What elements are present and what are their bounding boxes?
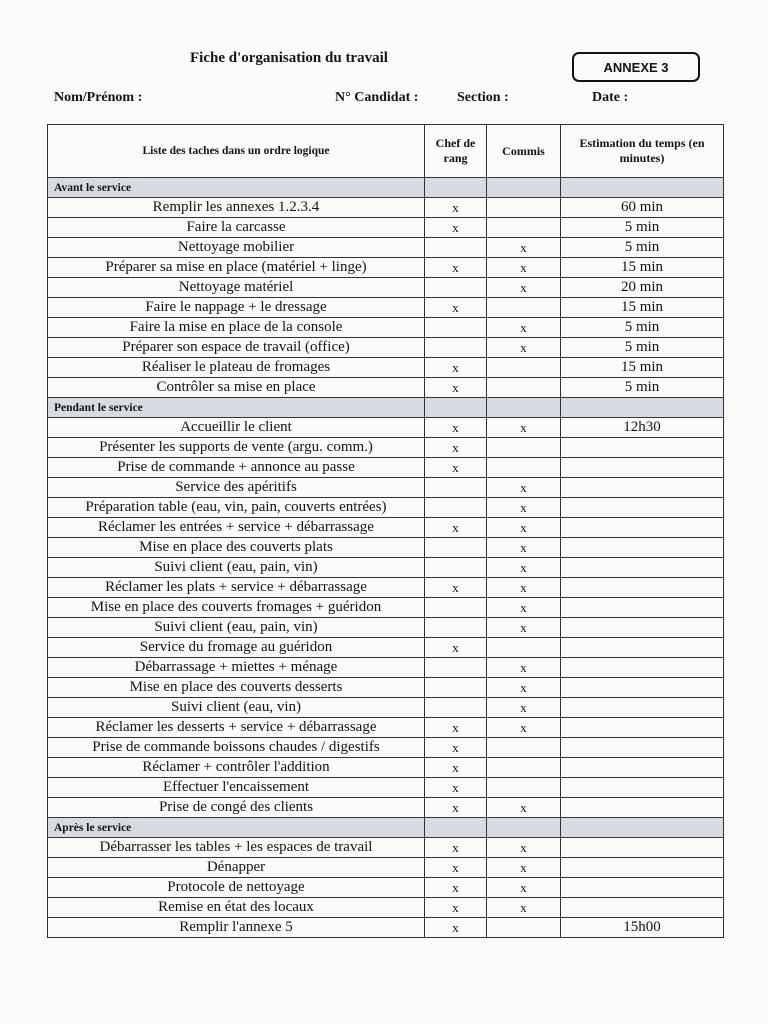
task-cell: Faire la carcasse — [48, 218, 425, 238]
task-cell: Prise de commande boissons chaudes / digestifs — [48, 738, 425, 758]
time-estimate-cell — [561, 798, 724, 818]
chef-de-rang-cell — [425, 558, 487, 578]
chef-de-rang-cell — [425, 598, 487, 618]
table-row — [48, 258, 724, 278]
commis-cell: x — [487, 518, 561, 538]
table-row — [48, 578, 724, 598]
commis-cell — [487, 738, 561, 758]
time-estimate-cell — [561, 538, 724, 558]
section-title: Après le service — [48, 818, 425, 838]
commis-cell: x — [487, 658, 561, 678]
table-row — [48, 318, 724, 338]
table-row — [48, 898, 724, 918]
task-cell: Dénapper — [48, 858, 425, 878]
table-row — [48, 478, 724, 498]
time-estimate-cell: 12h30 — [561, 418, 724, 438]
section-empty-cell — [487, 818, 561, 838]
time-estimate-cell: 5 min — [561, 218, 724, 238]
task-cell: Contrôler sa mise en place — [48, 378, 425, 398]
commis-cell: x — [487, 598, 561, 618]
col-header-chef: Chef de rang — [425, 125, 487, 178]
commis-cell: x — [487, 678, 561, 698]
time-estimate-cell — [561, 478, 724, 498]
task-table — [47, 124, 724, 938]
section-empty-cell — [425, 818, 487, 838]
time-estimate-cell — [561, 438, 724, 458]
time-estimate-cell — [561, 858, 724, 878]
task-cell: Prise de commande + annonce au passe — [48, 458, 425, 478]
chef-de-rang-cell: x — [425, 898, 487, 918]
commis-cell: x — [487, 318, 561, 338]
task-cell: Réaliser le plateau de fromages — [48, 358, 425, 378]
time-estimate-cell: 15 min — [561, 298, 724, 318]
time-estimate-cell: 15 min — [561, 258, 724, 278]
commis-cell: x — [487, 798, 561, 818]
task-cell: Réclamer + contrôler l'addition — [48, 758, 425, 778]
time-estimate-cell — [561, 558, 724, 578]
task-cell: Mise en place des couverts plats — [48, 538, 425, 558]
table-row — [48, 698, 724, 718]
time-estimate-cell: 5 min — [561, 338, 724, 358]
col-header-time: Estimation du temps (en minutes) — [561, 125, 724, 178]
chef-de-rang-cell — [425, 698, 487, 718]
chef-de-rang-cell — [425, 538, 487, 558]
task-cell: Mise en place des couverts fromages + guéridon — [48, 598, 425, 618]
time-estimate-cell: 5 min — [561, 378, 724, 398]
section-header-row — [48, 398, 724, 418]
task-cell: Préparer son espace de travail (office) — [48, 338, 425, 358]
table-row — [48, 838, 724, 858]
section-empty-cell — [561, 818, 724, 838]
nom-prenom-label: Nom/Prénom : — [54, 90, 143, 105]
task-cell: Remplir les annexes 1.2.3.4 — [48, 198, 425, 218]
commis-cell — [487, 758, 561, 778]
time-estimate-cell — [561, 738, 724, 758]
time-estimate-cell — [561, 698, 724, 718]
chef-de-rang-cell: x — [425, 518, 487, 538]
chef-de-rang-cell: x — [425, 258, 487, 278]
table-row — [48, 718, 724, 738]
table-header-row — [48, 125, 724, 178]
task-cell: Service des apéritifs — [48, 478, 425, 498]
time-estimate-cell — [561, 878, 724, 898]
time-estimate-cell — [561, 718, 724, 738]
task-cell: Service du fromage au guéridon — [48, 638, 425, 658]
chef-de-rang-cell: x — [425, 578, 487, 598]
table-row — [48, 738, 724, 758]
date-label: Date : — [592, 90, 629, 105]
task-cell: Accueillir le client — [48, 418, 425, 438]
time-estimate-cell: 15h00 — [561, 918, 724, 938]
chef-de-rang-cell — [425, 238, 487, 258]
section-title: Pendant le service — [48, 398, 425, 418]
chef-de-rang-cell — [425, 318, 487, 338]
time-estimate-cell — [561, 678, 724, 698]
commis-cell: x — [487, 418, 561, 438]
section-empty-cell — [561, 398, 724, 418]
commis-cell — [487, 638, 561, 658]
commis-cell: x — [487, 278, 561, 298]
commis-cell — [487, 778, 561, 798]
chef-de-rang-cell: x — [425, 878, 487, 898]
table-row — [48, 858, 724, 878]
time-estimate-cell: 60 min — [561, 198, 724, 218]
chef-de-rang-cell: x — [425, 458, 487, 478]
chef-de-rang-cell: x — [425, 758, 487, 778]
table-row — [48, 618, 724, 638]
task-cell: Suivi client (eau, pain, vin) — [48, 618, 425, 638]
table-row — [48, 758, 724, 778]
chef-de-rang-cell — [425, 338, 487, 358]
table-row — [48, 498, 724, 518]
table-row — [48, 278, 724, 298]
time-estimate-cell — [561, 898, 724, 918]
candidat-label: N° Candidat : — [335, 90, 419, 105]
commis-cell: x — [487, 718, 561, 738]
time-estimate-cell: 5 min — [561, 318, 724, 338]
table-row — [48, 438, 724, 458]
section-empty-cell — [425, 178, 487, 198]
table-row — [48, 518, 724, 538]
col-header-commis: Commis — [487, 125, 561, 178]
table-row — [48, 298, 724, 318]
time-estimate-cell — [561, 518, 724, 538]
table-row — [48, 418, 724, 438]
task-cell: Préparation table (eau, vin, pain, couverts entrées) — [48, 498, 425, 518]
time-estimate-cell: 20 min — [561, 278, 724, 298]
time-estimate-cell — [561, 778, 724, 798]
chef-de-rang-cell: x — [425, 838, 487, 858]
document-title: Fiche d'organisation du travail — [190, 50, 388, 66]
chef-de-rang-cell: x — [425, 798, 487, 818]
chef-de-rang-cell: x — [425, 918, 487, 938]
chef-de-rang-cell — [425, 278, 487, 298]
commis-cell — [487, 358, 561, 378]
commis-cell: x — [487, 478, 561, 498]
table-row — [48, 658, 724, 678]
chef-de-rang-cell: x — [425, 358, 487, 378]
commis-cell: x — [487, 338, 561, 358]
section-empty-cell — [561, 178, 724, 198]
table-row — [48, 358, 724, 378]
task-cell: Réclamer les entrées + service + débarrassage — [48, 518, 425, 538]
table-row — [48, 918, 724, 938]
chef-de-rang-cell: x — [425, 738, 487, 758]
task-cell: Mise en place des couverts desserts — [48, 678, 425, 698]
table-row — [48, 458, 724, 478]
task-cell: Protocole de nettoyage — [48, 878, 425, 898]
commis-cell — [487, 378, 561, 398]
section-header-row — [48, 818, 724, 838]
commis-cell: x — [487, 618, 561, 638]
task-cell: Prise de congé des clients — [48, 798, 425, 818]
table-row — [48, 638, 724, 658]
chef-de-rang-cell — [425, 618, 487, 638]
commis-cell: x — [487, 898, 561, 918]
time-estimate-cell — [561, 658, 724, 678]
chef-de-rang-cell — [425, 678, 487, 698]
task-cell: Nettoyage mobilier — [48, 238, 425, 258]
col-header-tasks: Liste des taches dans un ordre logique — [48, 125, 425, 178]
commis-cell: x — [487, 538, 561, 558]
task-cell: Débarrassage + miettes + ménage — [48, 658, 425, 678]
commis-cell — [487, 918, 561, 938]
table-row — [48, 598, 724, 618]
chef-de-rang-cell: x — [425, 778, 487, 798]
task-cell: Préparer sa mise en place (matériel + linge) — [48, 258, 425, 278]
time-estimate-cell: 5 min — [561, 238, 724, 258]
time-estimate-cell — [561, 618, 724, 638]
task-cell: Nettoyage matériel — [48, 278, 425, 298]
task-cell: Présenter les supports de vente (argu. comm.) — [48, 438, 425, 458]
chef-de-rang-cell: x — [425, 858, 487, 878]
commis-cell: x — [487, 838, 561, 858]
chef-de-rang-cell: x — [425, 298, 487, 318]
task-cell: Remplir l'annexe 5 — [48, 918, 425, 938]
table-row — [48, 218, 724, 238]
section-empty-cell — [487, 398, 561, 418]
table-row — [48, 778, 724, 798]
commis-cell: x — [487, 858, 561, 878]
table-row — [48, 678, 724, 698]
commis-cell: x — [487, 558, 561, 578]
task-cell: Débarrasser les tables + les espaces de travail — [48, 838, 425, 858]
chef-de-rang-cell: x — [425, 638, 487, 658]
time-estimate-cell — [561, 598, 724, 618]
task-cell: Effectuer l'encaissement — [48, 778, 425, 798]
chef-de-rang-cell: x — [425, 438, 487, 458]
task-cell: Suivi client (eau, vin) — [48, 698, 425, 718]
time-estimate-cell — [561, 638, 724, 658]
task-cell: Réclamer les desserts + service + débarrassage — [48, 718, 425, 738]
chef-de-rang-cell: x — [425, 198, 487, 218]
chef-de-rang-cell — [425, 498, 487, 518]
commis-cell: x — [487, 878, 561, 898]
chef-de-rang-cell: x — [425, 378, 487, 398]
table-row — [48, 798, 724, 818]
commis-cell — [487, 218, 561, 238]
commis-cell: x — [487, 258, 561, 278]
section-label: Section : — [457, 90, 509, 105]
annexe-badge: ANNEXE 3 — [572, 52, 700, 82]
chef-de-rang-cell: x — [425, 218, 487, 238]
section-empty-cell — [425, 398, 487, 418]
time-estimate-cell — [561, 498, 724, 518]
time-estimate-cell — [561, 458, 724, 478]
table-row — [48, 538, 724, 558]
time-estimate-cell — [561, 838, 724, 858]
commis-cell — [487, 458, 561, 478]
table-row — [48, 238, 724, 258]
task-cell: Suivi client (eau, pain, vin) — [48, 558, 425, 578]
time-estimate-cell: 15 min — [561, 358, 724, 378]
commis-cell: x — [487, 498, 561, 518]
commis-cell: x — [487, 578, 561, 598]
commis-cell — [487, 438, 561, 458]
chef-de-rang-cell — [425, 658, 487, 678]
section-header-row — [48, 178, 724, 198]
section-empty-cell — [487, 178, 561, 198]
commis-cell: x — [487, 238, 561, 258]
commis-cell — [487, 298, 561, 318]
task-cell: Réclamer les plats + service + débarrassage — [48, 578, 425, 598]
chef-de-rang-cell: x — [425, 718, 487, 738]
table-row — [48, 338, 724, 358]
task-cell: Remise en état des locaux — [48, 898, 425, 918]
chef-de-rang-cell — [425, 478, 487, 498]
chef-de-rang-cell: x — [425, 418, 487, 438]
commis-cell — [487, 198, 561, 218]
time-estimate-cell — [561, 578, 724, 598]
section-title: Avant le service — [48, 178, 425, 198]
table-row — [48, 558, 724, 578]
table-row — [48, 878, 724, 898]
table-row — [48, 378, 724, 398]
task-cell: Faire le nappage + le dressage — [48, 298, 425, 318]
table-row — [48, 198, 724, 218]
time-estimate-cell — [561, 758, 724, 778]
commis-cell: x — [487, 698, 561, 718]
task-cell: Faire la mise en place de la console — [48, 318, 425, 338]
